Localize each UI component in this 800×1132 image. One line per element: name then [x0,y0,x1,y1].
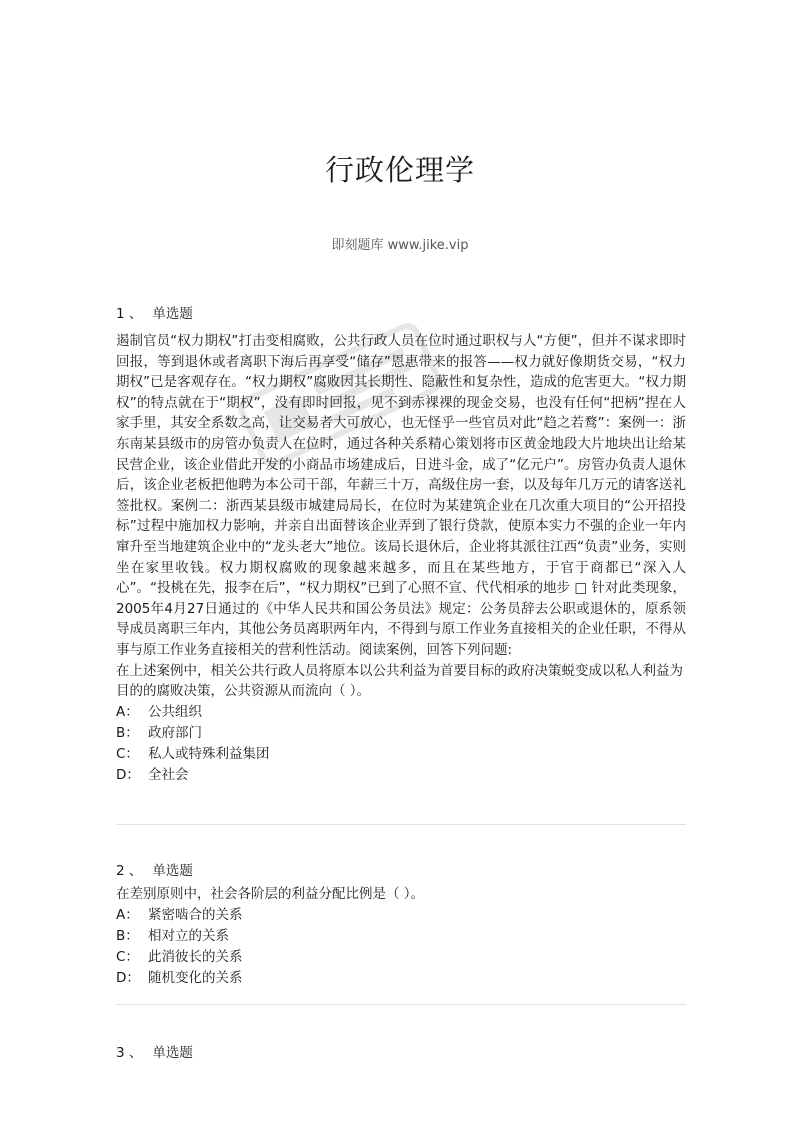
option-text: 全社会 [148,766,189,783]
option-letter: C： [116,948,139,965]
question-type: 单选题 [152,863,193,879]
option-text: 私人或特殊利益集团 [148,745,270,762]
question-passage: 遏制官员“权力期权”打击变相腐败，公共行政人员在位时通过职权与人“方便”，但并不谋求即时回报，等到退休或者离职下海后再享受“储存”恩惠带来的报答——权力就好像期货交易，“权力期权”已是客观存在。“权力期权”腐败因其长期性、隐蔽性和复杂性，造成的危害更大。“权力期权”的特点就在于“期权”，没有即时回报，见不到赤裸裸的现金交易，也没有任何“把柄”捏在人家手里，其安全系数之高，让交易者大可放心，也无怪乎一些官员对此“趋之若鹜”：案例一：浙东南某县级市的房管办负责人在位时，通过各种关系精心策划将市区黄金地段大片地块出让给某民营企业，该企业借此开发的小商品市场建成后，日进斗金，成了“亿元户”。房管办负责人退休后，该企业老板把他聘为本公司干部，年薪三十万，高级住房一套，以及每年几万元的请客送礼签批权。案例二：浙西某县级市城建局局长，在位时为某建筑企业在几次重大项目的“公开招投标”过程中施加权力影响，并亲自出面替该企业弄到了银行贷款，使原本实力不强的企业一年内窜升至当地建筑企业中的“龙头老大”地位。该局长退休后，企业将其派往江西“负责”业务，实则坐在家里收钱。权力期权腐败的现象越来越多，而且在某些地方，于官于商都已“深入人心”。“投桃在先，报李在后”，“权力期权”已到了心照不宣、代代相承的地步 □ 针对此类现象，2005年4月27日通过的《中华人民共和国公务员法》规定：公务员辞去公职或退休的，原系领导成员离职三年内，其他公务员离职两年内，不得到与原工作业务直接相关的企业任职，不得从事与原工作业务直接相关的营利性活动。阅读案例，回答下列问题: [116,333,686,658]
question-number: 3 、 [116,1045,143,1061]
document-subtitle: 即刻题库 www.jike.vip [331,238,469,253]
option-d[interactable] [116,968,686,989]
question-prompt: 在上述案例中，相关公共行政人员将原本以公共利益为首要目标的政府决策蜕变成以私人利益为目的的腐败决策，公共资源从而流向（ ）。 [116,662,683,700]
option-list [116,905,686,989]
option-letter: A： [116,703,139,720]
question-type: 单选题 [152,1045,193,1061]
option-text: 此消彼长的关系 [148,948,243,965]
question-divider [116,824,686,825]
question-type: 单选题 [152,306,193,322]
question-header [116,1043,686,1064]
option-letter: C： [116,745,139,762]
question-header [116,861,686,882]
option-b[interactable] [116,723,686,744]
option-letter: D： [116,766,140,783]
option-list [116,702,686,786]
option-text: 相对立的关系 [148,927,229,944]
option-d[interactable] [116,765,686,786]
option-letter: B： [116,927,139,944]
question-2 [116,861,686,989]
question-1 [116,304,686,786]
option-text: 紧密啮合的关系 [148,906,243,923]
question-3 [116,1043,686,1070]
option-b[interactable] [116,926,686,947]
option-text: 随机变化的关系 [148,969,243,986]
question-divider [116,1004,686,1005]
question-number: 1 、 [116,306,143,322]
document-title: 行政伦理学 [324,153,475,187]
option-letter: A： [116,906,139,923]
option-c[interactable] [116,744,686,765]
option-letter: D： [116,969,140,986]
question-prompt: 在差别原则中，社会各阶层的利益分配比例是（ ）。 [116,886,425,902]
option-a[interactable] [116,905,686,926]
option-text: 政府部门 [148,724,202,741]
option-letter: B： [116,724,139,741]
option-text: 公共组织 [148,703,202,720]
option-a[interactable] [116,702,686,723]
option-c[interactable] [116,947,686,968]
question-header [116,304,686,325]
question-number: 2 、 [116,863,143,879]
